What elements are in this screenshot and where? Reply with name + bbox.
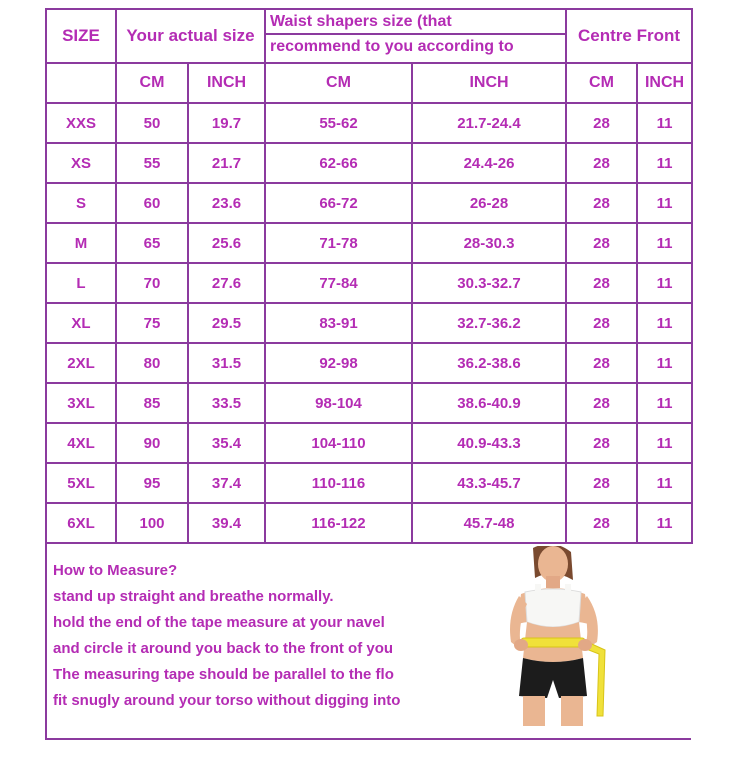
size-cell: 5XL [46,463,116,503]
actual-inch-cell: 29.5 [188,303,265,343]
actual-cm-cell: 90 [116,423,188,463]
header-actual-cm: CM [116,63,188,103]
how-to-measure-title: How to Measure? [53,562,178,579]
waist-inch-cell: 32.7-36.2 [412,303,566,343]
table-row [46,423,692,463]
actual-cm-cell: 80 [116,343,188,383]
size-cell: M [46,223,116,263]
how-to-measure-section [45,544,691,740]
centre-inch-cell: 11 [637,223,692,263]
waist-inch-cell: 28-30.3 [412,223,566,263]
size-cell: 3XL [46,383,116,423]
actual-cm-cell: 60 [116,183,188,223]
header-row-1 [46,9,692,63]
header-actual-size: Your actual size [116,9,265,63]
header-size: SIZE [46,9,116,63]
centre-inch-cell: 11 [637,423,692,463]
header-waist-shapers [265,9,566,63]
waist-cm-cell: 62-66 [265,143,412,183]
measure-instruction: hold the end of the tape measure at your navel [53,614,385,631]
header-centre-cm: CM [566,63,637,103]
measure-instruction: stand up straight and breathe normally. [53,588,334,605]
centre-cm-cell: 28 [566,303,637,343]
size-chart-table [45,8,693,544]
actual-inch-cell: 21.7 [188,143,265,183]
actual-cm-cell: 75 [116,303,188,343]
actual-inch-cell: 25.6 [188,223,265,263]
waist-inch-cell: 30.3-32.7 [412,263,566,303]
header-centre-front: Centre Front [566,9,692,63]
centre-inch-cell: 11 [637,303,692,343]
centre-inch-cell: 11 [637,183,692,223]
centre-cm-cell: 28 [566,503,637,543]
actual-inch-cell: 33.5 [188,383,265,423]
woman-measuring-waist-photo [455,546,651,726]
waist-cm-cell: 98-104 [265,383,412,423]
actual-cm-cell: 65 [116,223,188,263]
actual-cm-cell: 70 [116,263,188,303]
actual-cm-cell: 85 [116,383,188,423]
actual-inch-cell: 23.6 [188,183,265,223]
actual-inch-cell: 27.6 [188,263,265,303]
centre-cm-cell: 28 [566,423,637,463]
waist-inch-cell: 38.6-40.9 [412,383,566,423]
waist-cm-cell: 66-72 [265,183,412,223]
table-row [46,183,692,223]
size-cell: S [46,183,116,223]
measure-instruction: The measuring tape should be parallel to the flo [53,666,394,683]
centre-inch-cell: 11 [637,463,692,503]
header-waist-line1: Waist shapers size (that [266,10,565,35]
waist-cm-cell: 77-84 [265,263,412,303]
waist-cm-cell: 92-98 [265,343,412,383]
waist-cm-cell: 110-116 [265,463,412,503]
waist-inch-cell: 21.7-24.4 [412,103,566,143]
actual-cm-cell: 100 [116,503,188,543]
actual-cm-cell: 50 [116,103,188,143]
waist-inch-cell: 43.3-45.7 [412,463,566,503]
centre-cm-cell: 28 [566,143,637,183]
size-cell: XS [46,143,116,183]
centre-cm-cell: 28 [566,383,637,423]
header-centre-inch: INCH [637,63,692,103]
header-row-2 [46,63,692,103]
waist-inch-cell: 24.4-26 [412,143,566,183]
actual-inch-cell: 39.4 [188,503,265,543]
woman-measuring-waist-illustration [455,546,651,726]
waist-cm-cell: 71-78 [265,223,412,263]
header-waist-cm: CM [265,63,412,103]
centre-inch-cell: 11 [637,383,692,423]
waist-cm-cell: 83-91 [265,303,412,343]
size-cell: L [46,263,116,303]
waist-inch-cell: 45.7-48 [412,503,566,543]
size-cell: 4XL [46,423,116,463]
centre-inch-cell: 11 [637,503,692,543]
table-row [46,223,692,263]
table-row [46,343,692,383]
size-cell: 6XL [46,503,116,543]
centre-cm-cell: 28 [566,103,637,143]
actual-inch-cell: 35.4 [188,423,265,463]
centre-cm-cell: 28 [566,183,637,223]
actual-inch-cell: 19.7 [188,103,265,143]
centre-inch-cell: 11 [637,263,692,303]
header-actual-inch: INCH [188,63,265,103]
centre-cm-cell: 28 [566,263,637,303]
actual-inch-cell: 31.5 [188,343,265,383]
centre-inch-cell: 11 [637,343,692,383]
waist-cm-cell: 104-110 [265,423,412,463]
waist-inch-cell: 40.9-43.3 [412,423,566,463]
waist-inch-cell: 36.2-38.6 [412,343,566,383]
centre-inch-cell: 11 [637,143,692,183]
centre-cm-cell: 28 [566,343,637,383]
actual-cm-cell: 95 [116,463,188,503]
size-cell: XL [46,303,116,343]
waist-inch-cell: 26-28 [412,183,566,223]
table-row [46,503,692,543]
table-row [46,103,692,143]
header-waist-line2: recommend to you according to [270,38,514,55]
header-empty-cell [46,63,116,103]
actual-cm-cell: 55 [116,143,188,183]
table-row [46,463,692,503]
table-row [46,303,692,343]
table-row [46,263,692,303]
measure-instruction: fit snugly around your torso without digging into [53,692,401,709]
size-cell: 2XL [46,343,116,383]
header-waist-inch: INCH [412,63,566,103]
centre-cm-cell: 28 [566,223,637,263]
actual-inch-cell: 37.4 [188,463,265,503]
table-row [46,143,692,183]
waist-cm-cell: 55-62 [265,103,412,143]
table-row [46,383,692,423]
centre-cm-cell: 28 [566,463,637,503]
size-cell: XXS [46,103,116,143]
measure-instruction: and circle it around you back to the front of you [53,640,394,657]
waist-cm-cell: 116-122 [265,503,412,543]
centre-inch-cell: 11 [637,103,692,143]
